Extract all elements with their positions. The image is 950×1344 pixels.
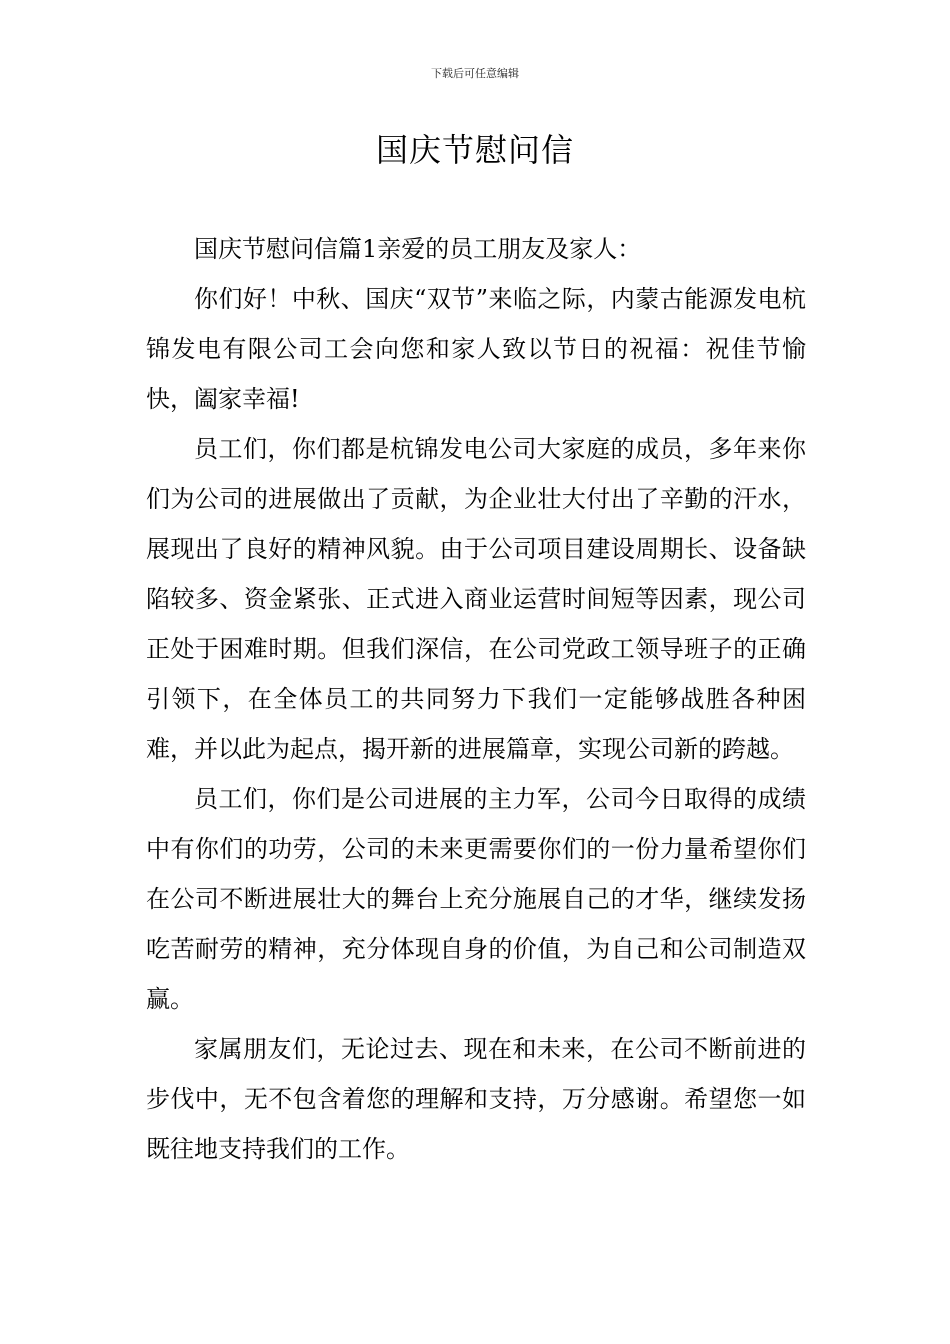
paragraph-festival-wishes: 你们好！中秋、国庆“双节”来临之际，内蒙古能源发电杭锦发电有限公司工会向您和家人致以节日的祝福：祝佳节愉快，阖家幸福! (146, 285, 806, 413)
header-note: 下载后可任意编辑 (431, 67, 519, 80)
paragraph-greeting: 国庆节慰问信篇1亲爱的员工朋友及家人： (194, 235, 642, 263)
page-title: 国庆节慰问信 (375, 131, 574, 169)
paragraph-company-status: 员工们，你们都是杭锦发电公司大家庭的成员，多年来你们为公司的进展做出了贡献，为企业壮大付出了辛勤的汗水，展现出了良好的精神风貌。由于公司项目建设周期长、设备缺陷较多、资金紧张、正式进入商业运营时间短等因素，现公司正处于困难时期。但我们深信，在公司党政工领导班子的正确引领下，在全体员工的共同努力下我们一定能够战胜各种困难，并以此为起点，揭开新的进展篇章，实现公司新的跨越。 (146, 435, 806, 763)
letter-body (146, 224, 806, 1174)
paragraph-family-thanks: 家属朋友们，无论过去、现在和未来，在公司不断前进的步伐中，无不包含着您的理解和支持，万分感谢。希望您一如既往地支持我们的工作。 (146, 1035, 806, 1163)
paragraph-employees-role: 员工们，你们是公司进展的主力军，公司今日取得的成绩中有你们的功劳，公司的未来更需要你们的一份力量希望你们在公司不断进展壮大的舞台上充分施展自己的才华，继续发扬吃苦耐劳的精神，充分体现自身的价值，为自己和公司制造双赢。 (146, 785, 806, 1013)
